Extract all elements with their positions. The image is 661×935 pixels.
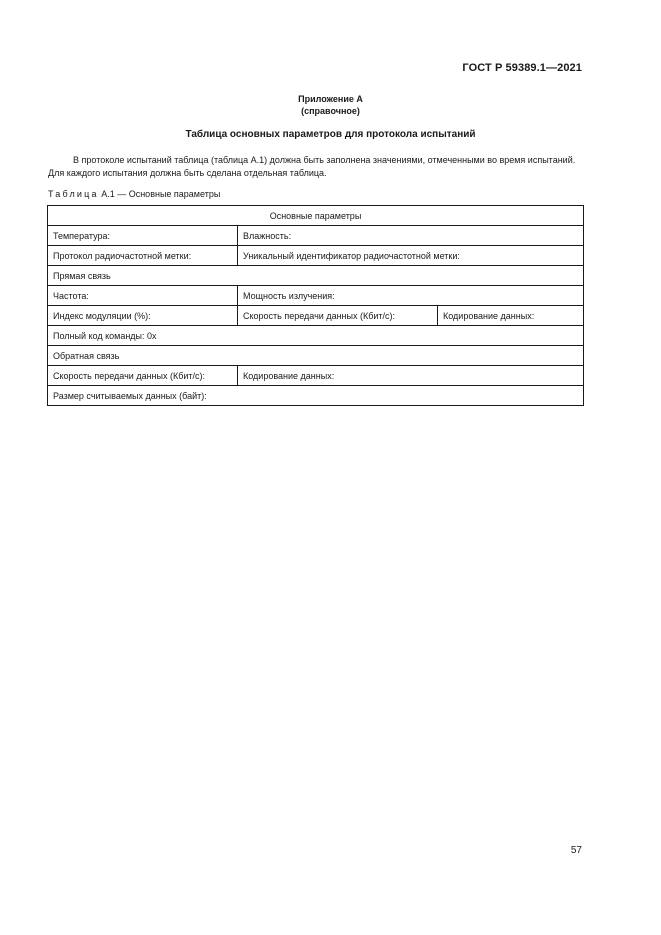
- temperature-cell: Температура:: [48, 226, 238, 246]
- section-title: Таблица основных параметров для протокола испытаний: [185, 129, 476, 140]
- rfid-protocol-cell: Протокол радиочастотной метки:: [48, 246, 238, 266]
- table-row: [48, 366, 584, 386]
- page-number: 57: [570, 845, 582, 856]
- standard-number: ГОСТ Р 59389.1—2021: [462, 62, 582, 74]
- parameters-table: [47, 205, 584, 406]
- full-command-code-cell: Полный код команды: 0x: [48, 326, 584, 346]
- table-row: [48, 246, 584, 266]
- rfid-unique-id-cell: Уникальный идентификатор радиочастотной метки:: [238, 246, 584, 266]
- table-caption: [48, 189, 220, 199]
- read-data-size-cell: Размер считываемых данных (байт):: [48, 386, 584, 406]
- table-row: [48, 386, 584, 406]
- appendix-title: Приложение А: [298, 94, 363, 104]
- table-row: [48, 286, 584, 306]
- data-coding-forward-cell: Кодирование данных:: [438, 306, 584, 326]
- forward-link-cell: Прямая связь: [48, 266, 584, 286]
- humidity-cell: Влажность:: [238, 226, 584, 246]
- appendix-type: (справочное): [301, 106, 360, 116]
- table-caption-prefix: Таблица: [48, 189, 99, 199]
- table-row: [48, 346, 584, 366]
- data-rate-forward-cell: Скорость передачи данных (Кбит/с):: [238, 306, 438, 326]
- intro-paragraph: В протоколе испытаний таблица (таблица А.1) должна быть заполнена значениями, отмеченными во время испытаний. Для каждого испытания должна быть сделана отдельная таблица.: [48, 155, 576, 178]
- reverse-link-cell: Обратная связь: [48, 346, 584, 366]
- table-row: [48, 206, 584, 226]
- table-row: [48, 326, 584, 346]
- table-row: [48, 306, 584, 326]
- data-rate-reverse-cell: Скорость передачи данных (Кбит/с):: [48, 366, 238, 386]
- table-row: [48, 266, 584, 286]
- radiated-power-cell: Мощность излучения:: [238, 286, 584, 306]
- appendix-heading: [0, 93, 661, 117]
- modulation-index-cell: Индекс модуляции (%):: [48, 306, 238, 326]
- table-caption-text: А.1 — Основные параметры: [98, 189, 221, 199]
- data-coding-reverse-cell: Кодирование данных:: [238, 366, 584, 386]
- table-header-cell: Основные параметры: [48, 206, 584, 226]
- frequency-cell: Частота:: [48, 286, 238, 306]
- table-row: [48, 226, 584, 246]
